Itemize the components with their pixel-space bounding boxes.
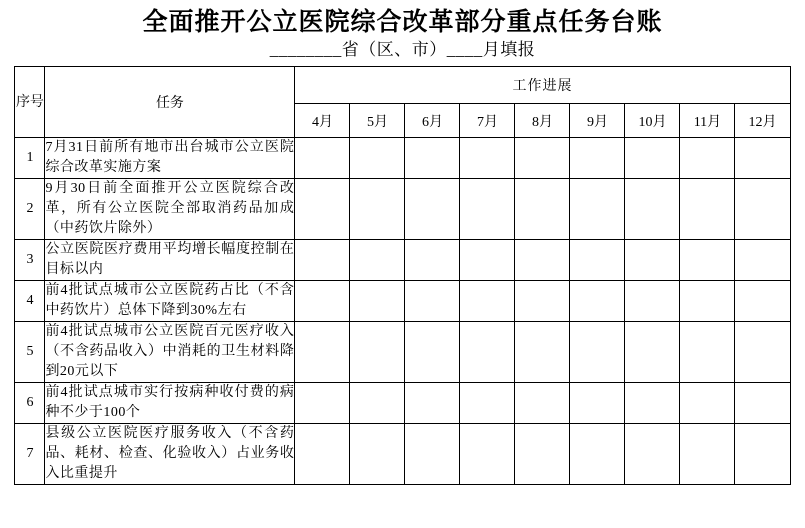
month-header: 11月 (680, 104, 735, 138)
progress-cell (350, 281, 405, 322)
progress-cell (680, 322, 735, 383)
progress-cell (460, 179, 515, 240)
month-header: 8月 (515, 104, 570, 138)
month-header: 12月 (735, 104, 790, 138)
progress-cell (735, 383, 790, 424)
row-index: 3 (15, 240, 45, 281)
progress-cell (625, 138, 680, 179)
progress-cell (570, 281, 625, 322)
progress-cell (350, 179, 405, 240)
row-index: 6 (15, 383, 45, 424)
progress-cell (515, 179, 570, 240)
progress-cell (515, 138, 570, 179)
table-row (15, 240, 790, 281)
progress-cell (460, 322, 515, 383)
progress-cell (570, 322, 625, 383)
progress-cell (625, 281, 680, 322)
progress-cell (680, 138, 735, 179)
progress-cell (680, 424, 735, 485)
progress-cell (460, 281, 515, 322)
progress-cell (295, 281, 350, 322)
task-ledger-table (14, 66, 790, 485)
table-row (15, 424, 790, 485)
progress-cell (405, 179, 460, 240)
progress-cell (515, 281, 570, 322)
progress-cell (350, 240, 405, 281)
table-row (15, 179, 790, 240)
progress-cell (735, 281, 790, 322)
progress-cell (680, 240, 735, 281)
progress-cell (515, 322, 570, 383)
progress-cell (515, 383, 570, 424)
task-text: 前4批试点城市公立医院百元医疗收入（不含药品收入）中消耗的卫生材料降到20元以下 (45, 322, 295, 383)
task-table-body (15, 138, 790, 485)
progress-cell (735, 322, 790, 383)
row-index: 1 (15, 138, 45, 179)
progress-cell (295, 383, 350, 424)
task-text: 前4批试点城市公立医院药占比（不含中药饮片）总体下降到30%左右 (45, 281, 295, 322)
progress-cell (350, 322, 405, 383)
progress-cell (295, 138, 350, 179)
progress-column-header: 工作进展 (295, 67, 790, 104)
header-row-top (15, 67, 790, 104)
row-index: 5 (15, 322, 45, 383)
row-index: 2 (15, 179, 45, 240)
page-title: 全面推开公立医院综合改革部分重点任务台账 (142, 9, 663, 36)
progress-cell (735, 179, 790, 240)
month-header: 5月 (350, 104, 405, 138)
progress-cell (350, 424, 405, 485)
progress-cell (460, 424, 515, 485)
progress-cell (515, 424, 570, 485)
month-header: 6月 (405, 104, 460, 138)
progress-cell (460, 240, 515, 281)
table-row (15, 383, 790, 424)
progress-cell (570, 138, 625, 179)
progress-cell (625, 424, 680, 485)
progress-cell (350, 138, 405, 179)
table-header (15, 67, 790, 138)
index-column-header: 序号 (15, 67, 45, 138)
progress-cell (295, 424, 350, 485)
progress-cell (405, 240, 460, 281)
progress-cell (405, 383, 460, 424)
progress-cell (405, 424, 460, 485)
progress-cell (735, 240, 790, 281)
task-text: 9月30日前全面推开公立医院综合改革，所有公立医院全部取消药品加成（中药饮片除外） (45, 179, 295, 240)
progress-cell (405, 281, 460, 322)
progress-cell (570, 383, 625, 424)
progress-cell (625, 383, 680, 424)
row-index: 7 (15, 424, 45, 485)
row-index: 4 (15, 281, 45, 322)
progress-cell (460, 138, 515, 179)
progress-cell (295, 179, 350, 240)
table-row (15, 281, 790, 322)
month-header: 4月 (295, 104, 350, 138)
progress-cell (680, 179, 735, 240)
progress-cell (735, 424, 790, 485)
task-text: 公立医院医疗费用平均增长幅度控制在目标以内 (45, 240, 295, 281)
progress-cell (680, 281, 735, 322)
progress-cell (625, 179, 680, 240)
month-header: 9月 (570, 104, 625, 138)
progress-cell (295, 322, 350, 383)
progress-cell (625, 240, 680, 281)
table-row (15, 322, 790, 383)
task-column-header: 任务 (45, 67, 295, 138)
progress-cell (680, 383, 735, 424)
progress-cell (405, 322, 460, 383)
progress-cell (350, 383, 405, 424)
table-row (15, 138, 790, 179)
progress-cell (570, 424, 625, 485)
month-header: 7月 (460, 104, 515, 138)
progress-cell (735, 138, 790, 179)
task-text: 前4批试点城市实行按病种收付费的病种不少于100个 (45, 383, 295, 424)
progress-cell (570, 240, 625, 281)
task-text: 7月31日前所有地市出台城市公立医院综合改革实施方案 (45, 138, 295, 179)
month-header: 10月 (625, 104, 680, 138)
task-text: 县级公立医院医疗服务收入（不含药品、耗材、检查、化验收入）占业务收入比重提升 (45, 424, 295, 485)
progress-cell (295, 240, 350, 281)
progress-cell (570, 179, 625, 240)
report-subtitle: ________省（区、市）____月填报 (269, 40, 536, 59)
progress-cell (625, 322, 680, 383)
progress-cell (515, 240, 570, 281)
progress-cell (460, 383, 515, 424)
progress-cell (405, 138, 460, 179)
